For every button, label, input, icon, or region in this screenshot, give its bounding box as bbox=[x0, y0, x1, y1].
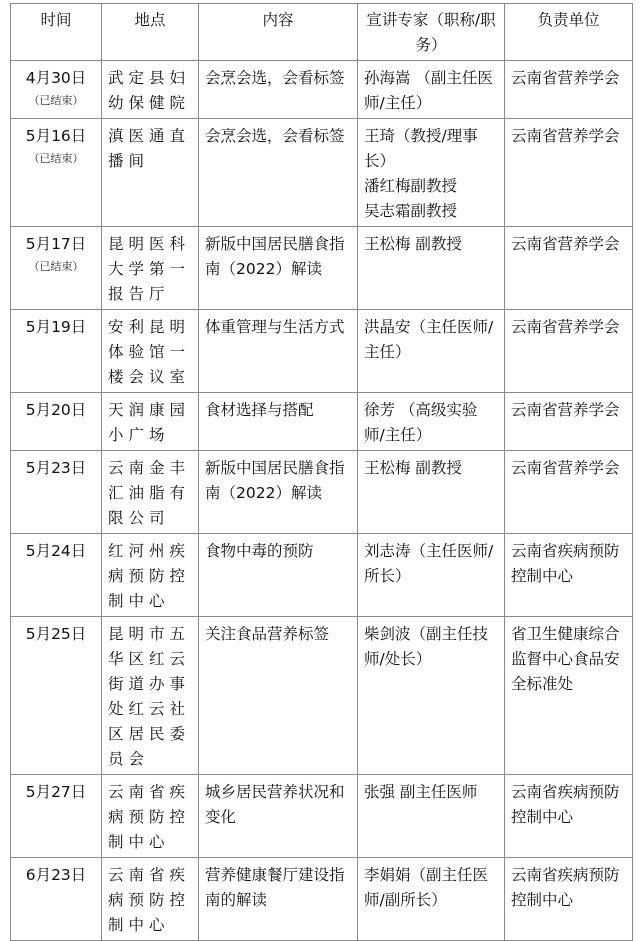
table-row bbox=[11, 119, 633, 227]
place-cell: 云南金丰汇油脂有限公司 bbox=[102, 451, 199, 534]
expert-cell bbox=[358, 393, 505, 451]
place-cell: 武定县妇幼保健院 bbox=[102, 61, 199, 119]
date-cell bbox=[11, 119, 102, 227]
place-cell: 云南省疾病预防控制中心 bbox=[102, 858, 199, 941]
expert-name: 王松梅 副教授 bbox=[364, 459, 462, 477]
table-row bbox=[11, 451, 633, 534]
table-row bbox=[11, 61, 633, 119]
schedule-table bbox=[10, 3, 633, 941]
expert-cell bbox=[358, 227, 505, 310]
unit-cell: 云南省营养学会 bbox=[505, 119, 633, 227]
header-time: 时间 bbox=[11, 4, 102, 61]
place-cell: 昆明医科大学第一报告厅 bbox=[102, 227, 199, 310]
date-cell bbox=[11, 775, 102, 858]
status-label: （已结束） bbox=[28, 152, 84, 165]
content-cell: 新版中国居民膳食指南（2022）解读 bbox=[199, 227, 358, 310]
expert-cell bbox=[358, 119, 505, 227]
date: 5月24日 bbox=[25, 542, 87, 560]
place-cell: 滇医通直播间 bbox=[102, 119, 199, 227]
table-row bbox=[11, 310, 633, 393]
content-cell: 会烹会选，会看标签 bbox=[199, 119, 358, 227]
date-cell bbox=[11, 310, 102, 393]
date: 5月19日 bbox=[25, 318, 87, 336]
place-cell: 红河州疾病预防控制中心 bbox=[102, 534, 199, 617]
date: 5月16日 bbox=[25, 127, 87, 145]
date: 5月20日 bbox=[25, 401, 87, 419]
expert-name: 张强 副主任医师 bbox=[364, 783, 478, 801]
date: 5月23日 bbox=[25, 459, 87, 477]
date-cell bbox=[11, 534, 102, 617]
content-cell: 新版中国居民膳食指南（2022）解读 bbox=[199, 451, 358, 534]
expert-name: 柴剑波（副主任技师/处长） bbox=[364, 625, 489, 668]
unit-cell: 省卫生健康综合监督中心食品安全标准处 bbox=[505, 617, 633, 775]
table-row bbox=[11, 393, 633, 451]
place-cell: 昆明市五华区红云街道办事处红云社区居民委员会 bbox=[102, 617, 199, 775]
unit-cell: 云南省营养学会 bbox=[505, 451, 633, 534]
unit-cell: 云南省疾病预防控制中心 bbox=[505, 775, 633, 858]
table-row bbox=[11, 534, 633, 617]
expert-cell bbox=[358, 61, 505, 119]
date-cell bbox=[11, 227, 102, 310]
date-cell bbox=[11, 61, 102, 119]
header-row bbox=[11, 4, 633, 61]
content-cell: 食物中毒的预防 bbox=[199, 534, 358, 617]
unit-cell: 云南省疾病预防控制中心 bbox=[505, 858, 633, 941]
expert-name: 徐芳 （高级实验师/主任） bbox=[364, 401, 478, 444]
date: 5月17日 bbox=[25, 235, 87, 253]
expert-cell bbox=[358, 534, 505, 617]
unit-cell: 云南省营养学会 bbox=[505, 393, 633, 451]
table-row bbox=[11, 617, 633, 775]
expert-cell bbox=[358, 775, 505, 858]
place-cell: 安利昆明体验馆一楼会议室 bbox=[102, 310, 199, 393]
expert-cell bbox=[358, 451, 505, 534]
content-cell: 营养健康餐厅建设指南的解读 bbox=[199, 858, 358, 941]
date-cell bbox=[11, 393, 102, 451]
place-cell: 云南省疾病预防控制中心 bbox=[102, 775, 199, 858]
date: 5月25日 bbox=[25, 625, 87, 643]
unit-cell: 云南省营养学会 bbox=[505, 310, 633, 393]
expert-cell bbox=[358, 617, 505, 775]
expert-name: 王松梅 副教授 bbox=[364, 235, 462, 253]
date-cell bbox=[11, 451, 102, 534]
expert-name: 王琦（教授/理事长） bbox=[364, 127, 478, 170]
expert-name: 刘志涛（主任医师/所长） bbox=[364, 542, 494, 585]
status-label: （已结束） bbox=[28, 260, 84, 273]
table-row bbox=[11, 227, 633, 310]
table-row bbox=[11, 775, 633, 858]
content-cell: 关注食品营养标签 bbox=[199, 617, 358, 775]
place-cell: 天润康园小广场 bbox=[102, 393, 199, 451]
status-label: （已结束） bbox=[28, 94, 84, 107]
header-content: 内容 bbox=[199, 4, 358, 61]
expert-name: 孙海嵩 （副主任医师/主任） bbox=[364, 69, 493, 112]
expert-name: 李娟娟（副主任医师/副所长） bbox=[364, 866, 489, 909]
expert-cell bbox=[358, 858, 505, 941]
content-cell: 体重管理与生活方式 bbox=[199, 310, 358, 393]
date-cell bbox=[11, 617, 102, 775]
content-cell: 会烹会选，会看标签 bbox=[199, 61, 358, 119]
date: 5月27日 bbox=[25, 783, 87, 801]
unit-cell: 云南省疾病预防控制中心 bbox=[505, 534, 633, 617]
date: 6月23日 bbox=[25, 866, 87, 884]
expert-name: 洪晶安（主任医师/主任） bbox=[364, 318, 494, 361]
header-unit: 负责单位 bbox=[505, 4, 633, 61]
date-cell bbox=[11, 858, 102, 941]
expert-name: 潘红梅副教授 bbox=[364, 177, 458, 195]
table-row bbox=[11, 858, 633, 941]
date: 4月30日 bbox=[25, 69, 87, 87]
expert-name: 吴志霜副教授 bbox=[364, 202, 458, 220]
expert-cell bbox=[358, 310, 505, 393]
header-expert: 宣讲专家（职称/职务） bbox=[358, 4, 505, 61]
content-cell: 食材选择与搭配 bbox=[199, 393, 358, 451]
unit-cell: 云南省营养学会 bbox=[505, 61, 633, 119]
content-cell: 城乡居民营养状况和变化 bbox=[199, 775, 358, 858]
header-place: 地点 bbox=[102, 4, 199, 61]
unit-cell: 云南省营养学会 bbox=[505, 227, 633, 310]
